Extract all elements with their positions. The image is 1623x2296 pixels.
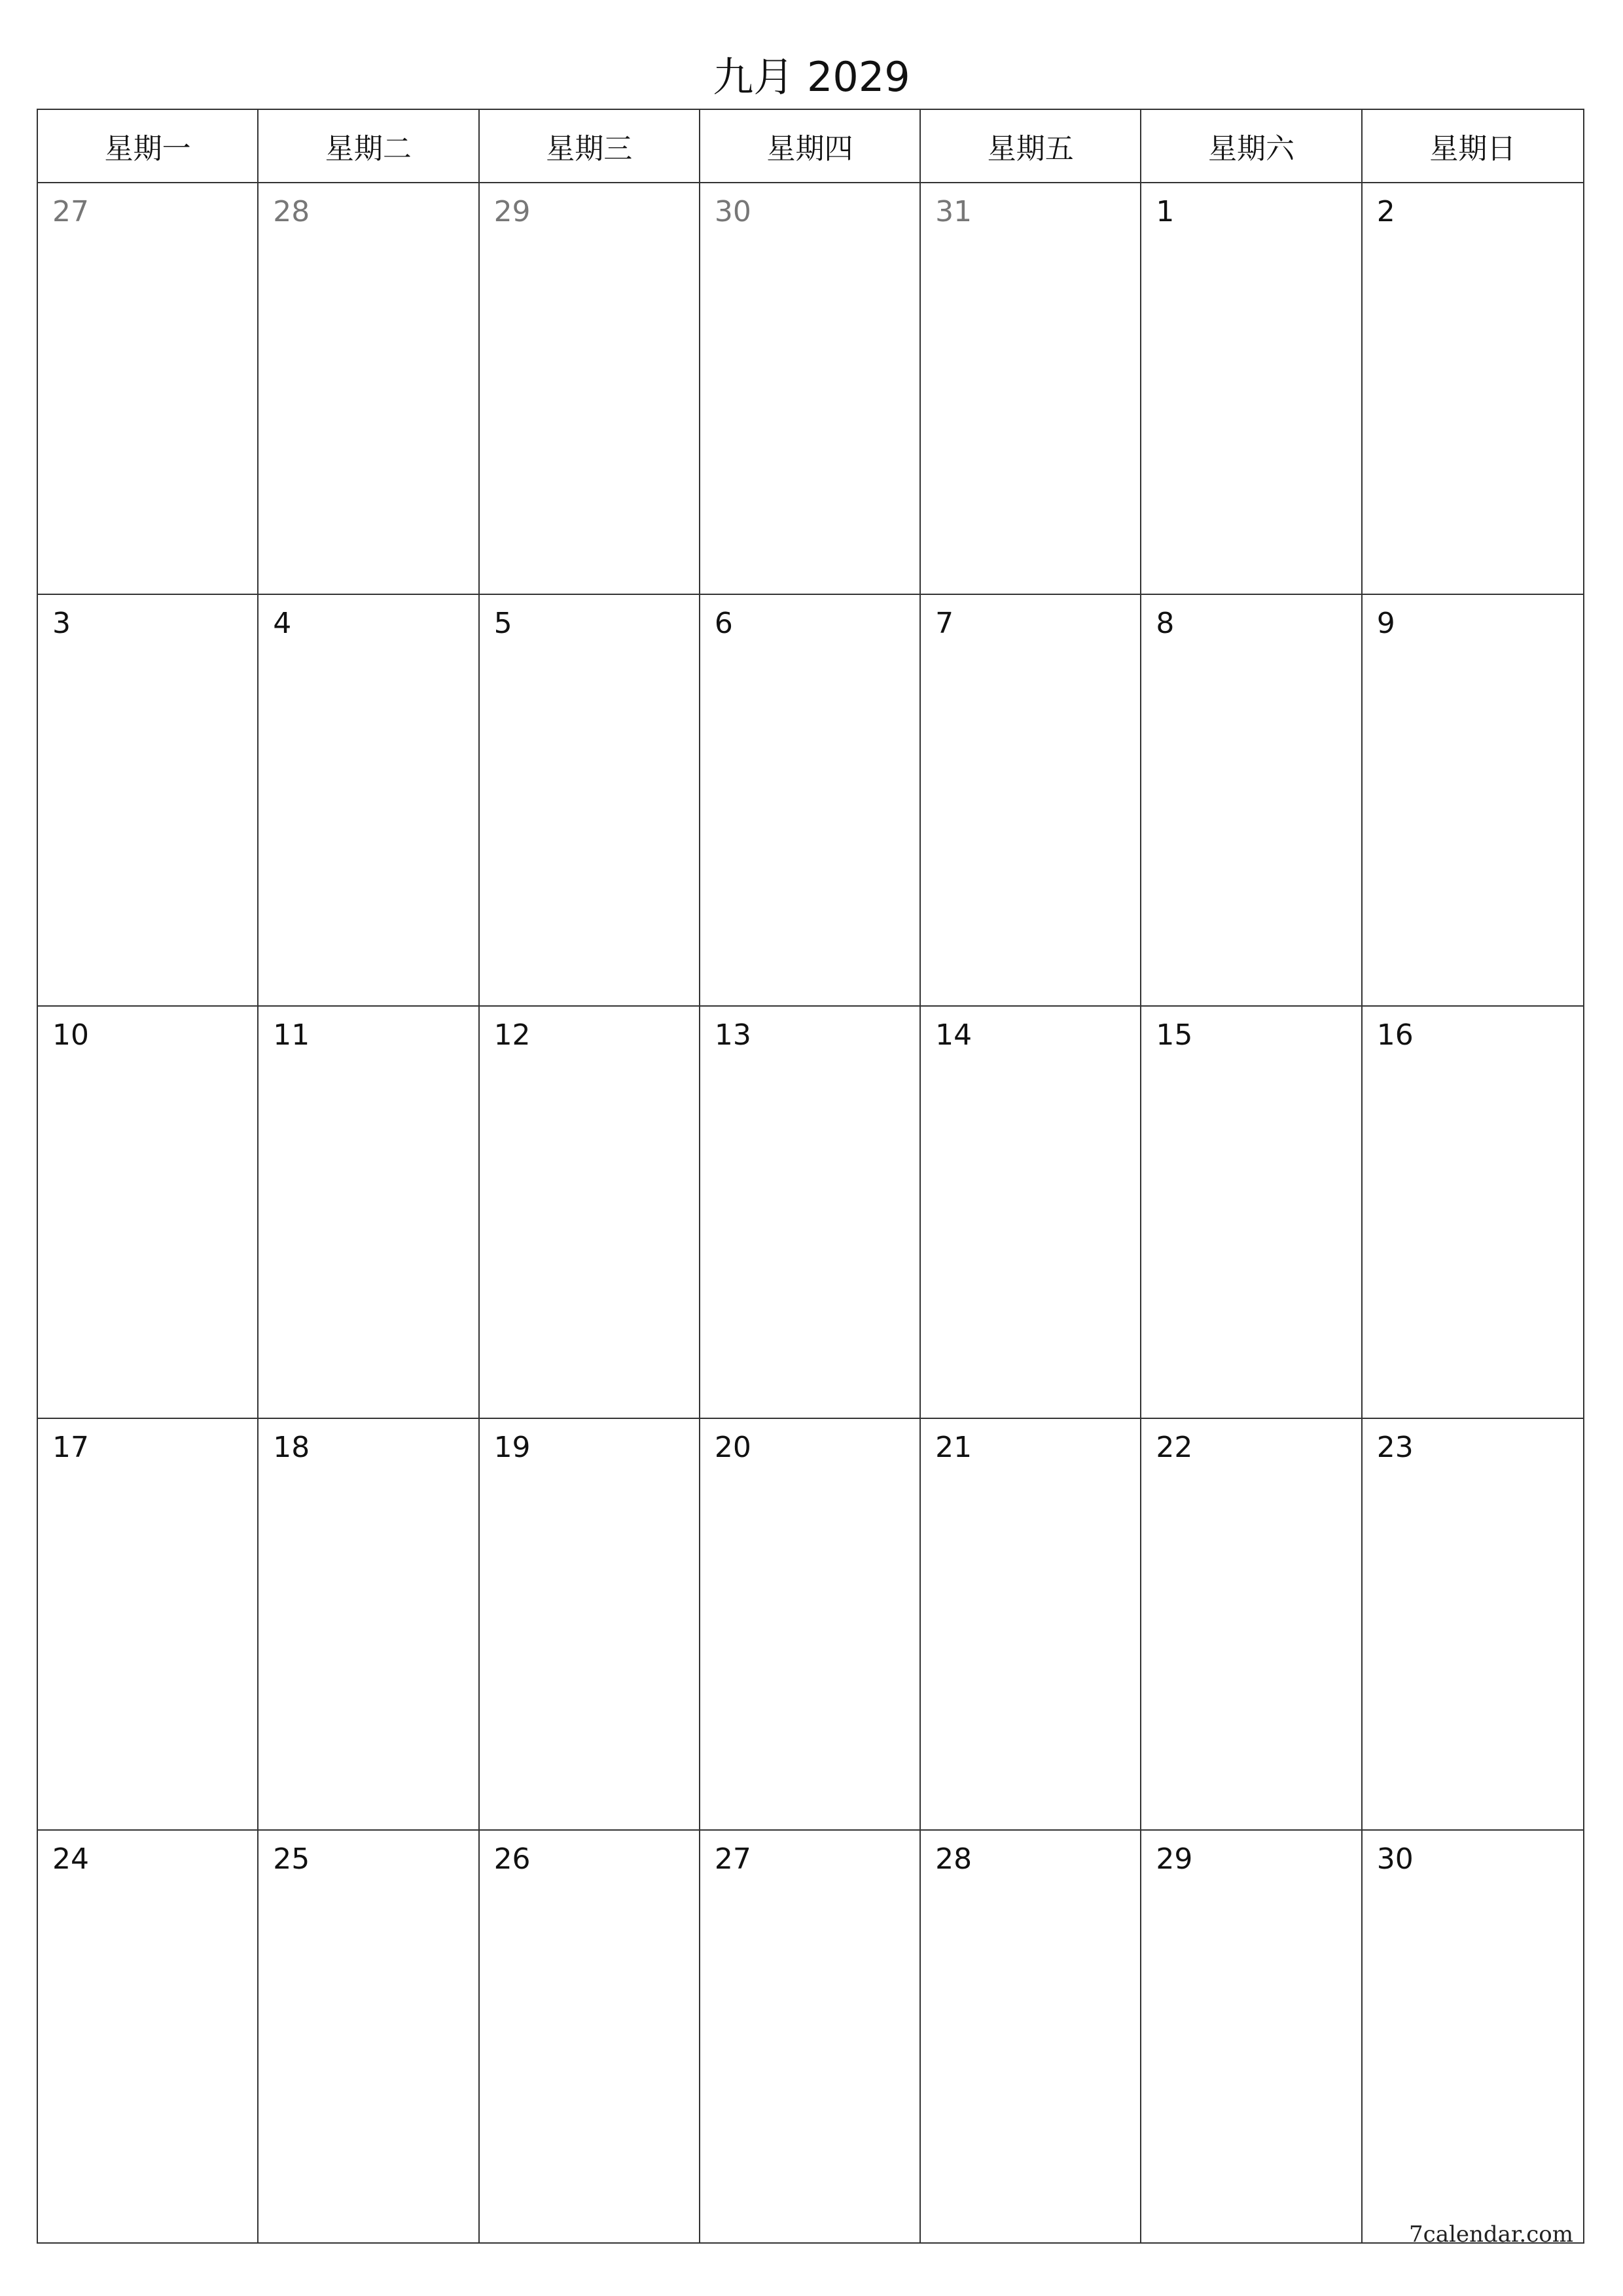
day-cell[interactable] <box>38 1419 259 1831</box>
weekday-header: 星期六 <box>1141 110 1362 183</box>
day-number: 9 <box>1376 607 1395 641</box>
day-cell[interactable] <box>259 1007 479 1418</box>
day-cell[interactable] <box>38 1007 259 1418</box>
adjacent-month-day-number: 28 <box>273 195 310 228</box>
day-number: 8 <box>1156 607 1175 641</box>
weekday-header: 星期四 <box>700 110 921 183</box>
day-number: 19 <box>493 1430 531 1464</box>
day-number: 13 <box>714 1018 751 1052</box>
site-credit: 7calendar.com <box>1409 2221 1573 2248</box>
day-number: 5 <box>493 607 512 641</box>
adjacent-month-day-number: 31 <box>935 195 972 228</box>
day-cell[interactable] <box>921 595 1141 1007</box>
day-number: 30 <box>1376 1842 1414 1876</box>
day-number: 27 <box>714 1842 751 1876</box>
weekday-header: 星期二 <box>259 110 479 183</box>
adjacent-month-day-number: 30 <box>714 195 751 228</box>
day-cell[interactable] <box>1363 1419 1583 1831</box>
weekday-header: 星期三 <box>480 110 700 183</box>
day-cell[interactable] <box>1363 1831 1583 2242</box>
day-number: 3 <box>52 607 71 641</box>
day-number: 11 <box>273 1018 310 1052</box>
day-cell[interactable] <box>700 183 921 595</box>
day-number: 20 <box>714 1430 751 1464</box>
adjacent-month-day-number: 29 <box>493 195 531 228</box>
day-cell[interactable] <box>1141 183 1362 595</box>
day-cell[interactable] <box>1141 1007 1362 1418</box>
day-number: 18 <box>273 1430 310 1464</box>
day-number: 24 <box>52 1842 89 1876</box>
day-cell[interactable] <box>921 183 1141 595</box>
day-number: 4 <box>273 607 292 641</box>
weekday-header: 星期一 <box>38 110 259 183</box>
day-cell[interactable] <box>259 1831 479 2242</box>
day-cell[interactable] <box>921 1007 1141 1418</box>
day-cell[interactable] <box>921 1419 1141 1831</box>
day-cell[interactable] <box>1141 1419 1362 1831</box>
weekday-header: 星期五 <box>921 110 1141 183</box>
calendar-title: 九月 2029 <box>713 53 910 101</box>
day-cell[interactable] <box>480 1831 700 2242</box>
day-number: 22 <box>1156 1430 1193 1464</box>
day-cell[interactable] <box>38 1831 259 2242</box>
day-cell[interactable] <box>1363 1007 1583 1418</box>
day-number: 7 <box>935 607 954 641</box>
day-cell[interactable] <box>1141 595 1362 1007</box>
day-number: 12 <box>493 1018 531 1052</box>
day-cell[interactable] <box>38 595 259 1007</box>
day-cell[interactable] <box>700 1831 921 2242</box>
day-number: 16 <box>1376 1018 1414 1052</box>
day-cell[interactable] <box>1363 183 1583 595</box>
day-cell[interactable] <box>480 1419 700 1831</box>
day-number: 1 <box>1156 195 1175 228</box>
day-number: 6 <box>714 607 733 641</box>
day-number: 21 <box>935 1430 972 1464</box>
day-cell[interactable] <box>700 595 921 1007</box>
day-cell[interactable] <box>259 183 479 595</box>
day-number: 14 <box>935 1018 972 1052</box>
day-cell[interactable] <box>480 1007 700 1418</box>
day-cell[interactable] <box>480 595 700 1007</box>
day-number: 15 <box>1156 1018 1193 1052</box>
calendar-grid <box>37 109 1584 2244</box>
day-number: 29 <box>1156 1842 1193 1876</box>
adjacent-month-day-number: 27 <box>52 195 89 228</box>
day-cell[interactable] <box>259 1419 479 1831</box>
day-cell[interactable] <box>1141 1831 1362 2242</box>
day-cell[interactable] <box>259 595 479 1007</box>
weekday-header: 星期日 <box>1363 110 1583 183</box>
day-cell[interactable] <box>480 183 700 595</box>
day-number: 26 <box>493 1842 531 1876</box>
day-cell[interactable] <box>700 1007 921 1418</box>
day-number: 2 <box>1376 195 1395 228</box>
day-number: 10 <box>52 1018 89 1052</box>
day-number: 17 <box>52 1430 89 1464</box>
day-cell[interactable] <box>921 1831 1141 2242</box>
day-number: 28 <box>935 1842 972 1876</box>
day-cell[interactable] <box>1363 595 1583 1007</box>
day-cell[interactable] <box>700 1419 921 1831</box>
day-number: 25 <box>273 1842 310 1876</box>
day-cell[interactable] <box>38 183 259 595</box>
day-number: 23 <box>1376 1430 1414 1464</box>
